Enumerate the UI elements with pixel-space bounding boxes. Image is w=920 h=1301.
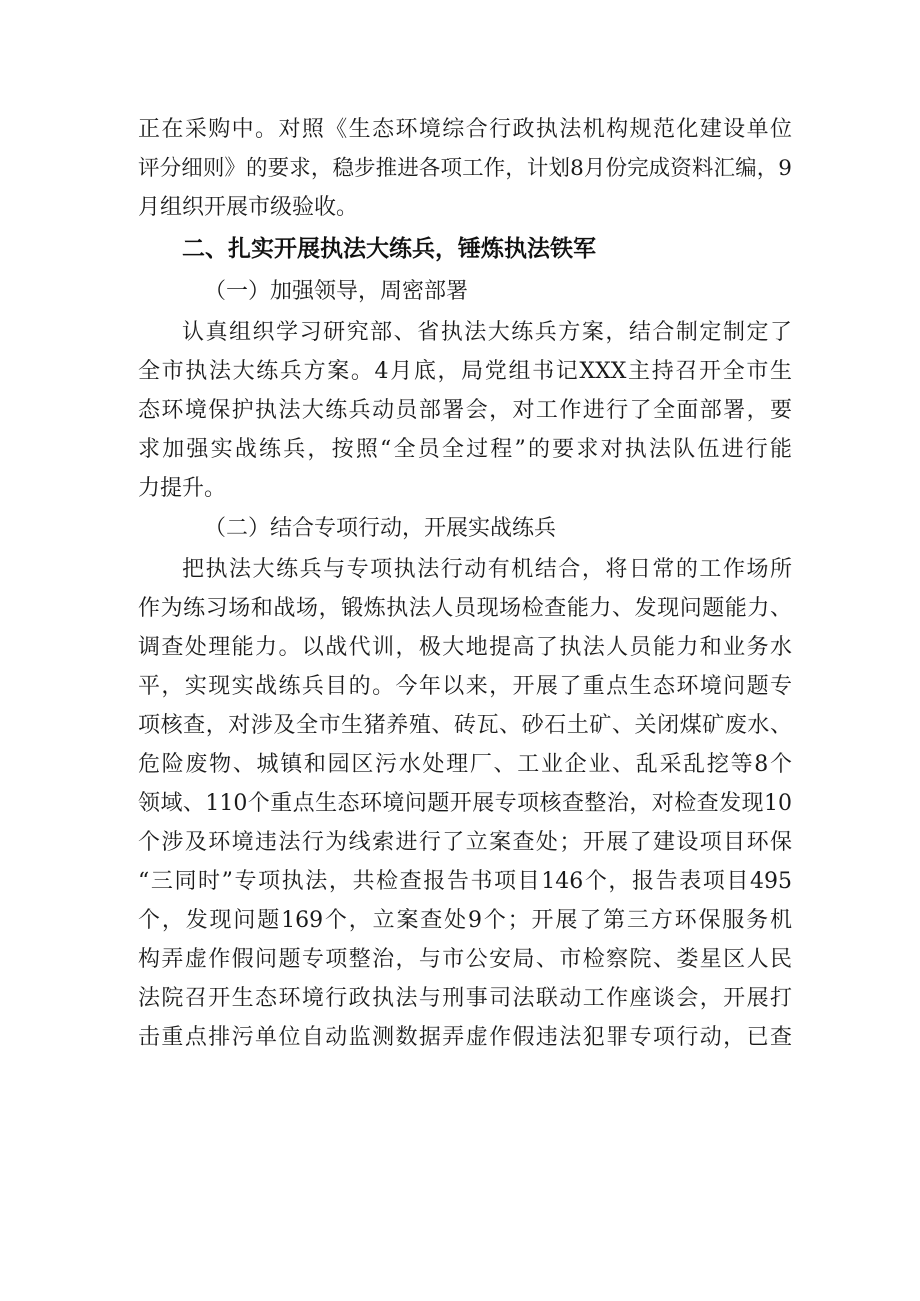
text-line: 危险废物、城镇和园区污水处理厂、工业企业、乱采乱挖等8个 (138, 752, 792, 777)
text-line: 正在采购中。对照《生态环境综合行政执法机构规范化建设单位 (138, 117, 792, 142)
text-line: 求加强实战练兵，按照“全员全过程”的要求对执法队伍进行能 (138, 437, 792, 462)
text-line: “三同时”专项执法，共检查报告书项目146个，报告表项目495 (138, 869, 792, 894)
text-line: 领域、110个重点生态环境问题开展专项核查整治，对检查发现10 (138, 791, 792, 816)
text-line: 月组织开展市级验收。 (138, 195, 359, 220)
text-line: 个，发现问题169个，立案查处9个；开展了第三方环保服务机 (138, 908, 792, 933)
subsection-heading: （一）加强领导，周密部署 (204, 279, 469, 304)
text-line: 击重点排污单位自动监测数据弄虚作假违法犯罪专项行动，已查 (138, 1025, 792, 1050)
text-line: 力提升。 (138, 476, 227, 501)
text-line: 评分细则》的要求，稳步推进各项工作，计划8月份完成资料汇编，9 (138, 156, 792, 181)
document-body (138, 110, 792, 1057)
text-line: 态环境保护执法大练兵动员部署会，对工作进行了全面部署，要 (138, 398, 792, 423)
subsection-heading: （二）结合专项行动，开展实战练兵 (204, 516, 557, 541)
subsection-2-paragraph (138, 550, 792, 1057)
intro-paragraph (138, 110, 792, 227)
text-line: 构弄虚作假问题专项整治，与市公安局、市检察院、娄星区人民 (138, 947, 792, 972)
text-line: 个涉及环境违法行为线索进行了立案查处；开展了建设项目环保 (138, 830, 792, 855)
text-line: 认真组织学习研究部、省执法大练兵方案，结合制定制定了 (182, 320, 792, 345)
text-line: 法院召开生态环境行政执法与刑事司法联动工作座谈会，开展打 (138, 986, 792, 1011)
text-line: 调查处理能力。以战代训，极大地提高了执法人员能力和业务水 (138, 635, 792, 660)
section-heading: 二、扎实开展执法大练兵，锤炼执法铁军 (182, 236, 596, 262)
text-line: 项核查，对涉及全市生猪养殖、砖瓦、砂石土矿、关闭煤矿废水、 (138, 713, 792, 738)
subsection-1-paragraph (138, 313, 792, 508)
text-line: 全市执法大练兵方案。4月底，局党组书记XXX主持召开全市生 (138, 359, 792, 384)
text-line: 平，实现实战练兵目的。今年以来，开展了重点生态环境问题专 (138, 674, 792, 699)
text-line: 作为练习场和战场，锻炼执法人员现场检查能力、发现问题能力、 (138, 596, 792, 621)
text-line: 把执法大练兵与专项执法行动有机结合，将日常的工作场所 (182, 557, 792, 582)
